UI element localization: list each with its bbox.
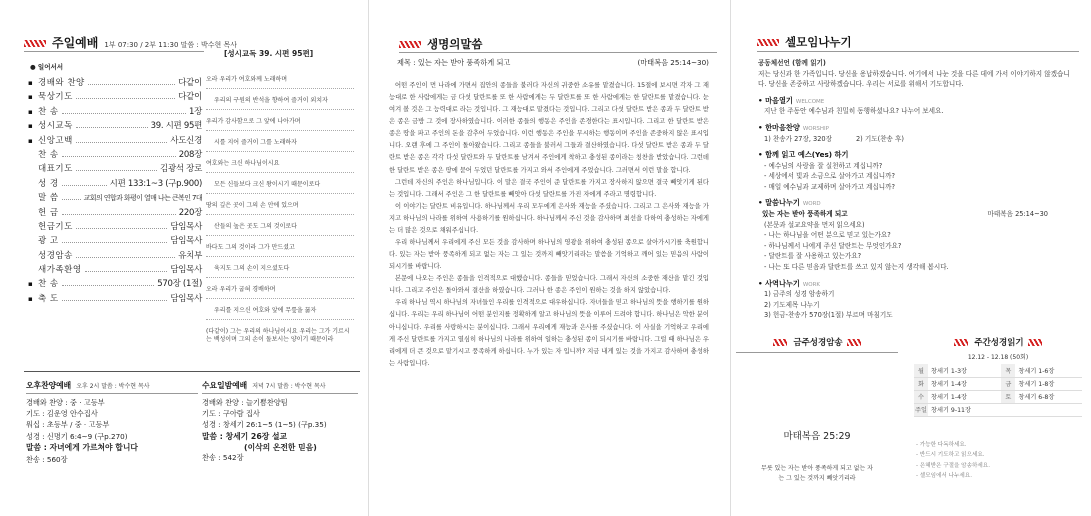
line-separator [206,88,354,89]
order-bullet: ▪ [28,136,33,145]
sermon-paragraph: 이 이야기는 달란트 비유입니다. 하나님께서 우리 모두에게 은사와 재능을 주셨습니다. 그리고 그 은사와 재능을 가지고 하나님의 나라를 위하여 사용하기를 원하십니다. 하나님께서 주신 것을 감사하며 최선을 다하여 충성하는 자에게는 더 많은 것으로 채워주십니다. [389,202,709,234]
responsive-line [206,223,354,231]
responsive-line [206,265,354,273]
order-value: 교회의 연합과 화평이 열매 나는 큰복인 7대 [83,194,202,203]
wednesday-line: 기도 : 구아람 집사 [202,409,260,419]
reading-day: 화 [914,377,928,390]
order-value: 220장 [178,207,202,218]
order-label: 말 씀 [38,193,59,204]
leader-dots [62,113,186,114]
responsive-line-text: 시를 지어 즐거이 그를 노래하자 [214,139,297,146]
leader-dots [76,257,175,258]
order-bullet: ▪ [28,79,33,87]
order-bullet: ▪ [28,294,33,303]
reading-row [914,377,1082,390]
reading-day: 금 [1001,377,1015,390]
wednesday-line: 경배와 찬양 : 늘기쁨찬양팀 [202,398,288,408]
responsive-line-text: 바다도 그의 것이라 그가 만드셨고 [206,244,295,251]
responsive-line-text: 우리가 감사함으로 그 앞에 나아가며 [206,118,301,125]
cell-header [757,34,852,50]
responsive-line [206,181,354,189]
order-row [28,206,202,220]
intro-text: 저는 당신과 한 가족입니다. 당신을 용납하겠습니다. 여기에서 나눈 것을 다른 데에 가서 이야기하지 않겠습니다. 당신을 존중하고 사랑하겠습니다. 우리는 서로를 위해서 기도합니다. [758,69,1070,89]
word-en: WORD [802,201,821,208]
stripe-decoration [847,339,861,346]
leader-dots [76,170,157,171]
sermon-title: 생명의말씀 [427,37,483,51]
worship-label: • 한마음찬양 [758,122,800,132]
reading-notes [916,440,990,481]
reading-title: 주간성경읽기 [974,338,1024,348]
reading-passage: 창세기 1-4장 [928,377,1001,390]
work-item: 2) 기도제목 나누기 [764,300,820,309]
line-separator [206,277,354,278]
order-row [28,263,202,277]
leader-dots [76,98,175,99]
wednesday-service [202,380,358,463]
afternoon-header [26,380,198,394]
sermon-paragraph: 우리 하나님께서 우리에게 주신 모든 것을 감사하며 하나님의 영광을 위하여 충성된 종으로 살아가시기를 축원합니다. 있는 자는 받아 풍족하게 되고 없는 자는 그 있는 것까지 빼앗기리라는 말씀을 기억하고 깨어 있는 믿음의 사람이 되시기를 바랍니다. [389,239,709,271]
prayer-item: - 매일 예수님과 교제하며 살아가고 계십니까? [764,182,896,191]
line-separator [206,298,354,299]
memory-text: 무릇 있는 자는 받아 풍족하게 되고 없는 자는 그 있는 것까지 빼앗기리라 [761,465,873,483]
cell-content [758,58,1078,321]
responsive-line-text: (다같이) 그는 우리의 하나님이시요 우리는 그가 기르시는 백성이며 그의 손이 돌보시는 양이기 때문이라 [206,328,350,343]
sermon-paragraph: 그런데 자신의 주인은 하나님입니다. 이 말은 결국 주인이 준 달란트를 가지고 장사하지 않으면 결국 빼앗기게 된다는 것입니다. 그래서 주인은 그 한 달란트를 빼앗아 다섯 달란트를 가진 자에게 주라고 명령합니다. [389,178,709,198]
order-label: 헌금기도 [38,221,73,232]
welcome-text: 지난 한 주동안 예수님과 친밀히 동행하셨나요? 나누어 보세요. [764,107,944,116]
leader-dots [62,185,107,186]
afternoon-line: 성경 : 신명기 6:4~9 (구p.270) [26,431,128,441]
order-value: 사도신경 [170,135,202,146]
header-rule [24,51,204,52]
stripe-decoration [24,40,46,47]
reading-passage: 창세기 6-8장 [1015,390,1082,403]
line-separator [206,214,354,215]
order-value: 다같이 [178,92,202,103]
order-row [28,90,202,104]
bible-reading-box [912,336,1084,496]
wednesday-line: (이삭의 온전한 믿음) [244,442,317,452]
work-label: • 사역나누기 [758,278,800,288]
worship-heading [758,122,1078,134]
work-item: 3) 헌금-찬송가 570장(1절) 부르며 마침기도 [764,311,893,320]
afternoon-title: 오후찬양예배 [26,381,72,390]
worship-song: 2) 기도(찬송 후) [855,134,904,143]
sermon-paragraph: 본문에 나오는 주인은 종들을 인격적으로 대했습니다. 종들을 믿었습니다. 그래서 자신의 소중한 재산을 맡긴 것입니다. 그리고 주인은 돌아와서 결산을 하였습니다. 그러나 한 종은 주인이 원하는 것을 하지 않았습니다. [389,275,709,295]
line-separator [206,172,354,173]
reading-passage: 창세기 1-4장 [928,390,1001,403]
order-label: 찬 송 [38,106,59,117]
sermon-paragraph: 우리 하나님 역시 하나님의 자녀들인 우리를 인격적으로 대우하십니다. 자녀들을 믿고 하나님의 뜻을 행하기를 원하십니다. 우리는 우리 하나님이 어떤 분인지를 정확하게 알고 하나님의 뜻을 이루어 드려야 합니다. 하나님은 악한 분이 아니십니다. 우리를 사랑하시는 분이십니다. 그래서 우리에게 재능과 은사를 주셨습니다. 이 사실을 기억하고 우리에게 주신 달란트를 가지고 열심히 하나님의 나라를 위하여 일하는 충성된 종이 되시기를 바랍니다. 그럴 때 하나님은 우리에게 더 큰 것으로 맡기시고 풍족하게 하십니다. 누가 있는 자 입니까? 지금 내게 있는 것을 가지고 감사하며 충성하는 사람입니다. [389,299,709,367]
header-rule [399,52,717,53]
reading-row [914,364,1082,377]
work-item: 1) 금주의 성경 암송하기 [764,290,835,299]
stripe-decoration [1028,339,1042,346]
reading-day: 목 [1001,364,1015,377]
order-value: 1장 [188,106,202,117]
order-value: 208장 [178,149,202,160]
reading-passage: 창세기 1-8장 [1015,377,1082,390]
leader-dots [76,228,167,229]
sermon-body [389,80,709,370]
memory-title-row [732,336,902,348]
sermon-header [399,36,483,52]
order-label: 찬 송 [38,279,59,290]
responsive-line [206,328,354,344]
order-row [28,292,202,306]
reading-note: - 반드시 기도하고 읽으세요. [916,452,985,459]
leader-dots [88,84,176,85]
header-rule [757,51,1079,52]
word-question: - 달란트를 잘 사용하고 있는가요? [764,252,862,261]
reading-note: - 셀모임에서 나누세요. [916,473,972,480]
order-value: 유치부 [178,250,202,261]
word-question: - 나는 또 다른 믿음과 달란트를 쓰고 있지 않는지 생각해 봅시다. [764,263,949,272]
order-label: 헌 금 [38,207,59,218]
line-separator [206,109,354,110]
order-row [28,148,202,162]
responsive-line [206,286,354,294]
word-label: • 말씀나누기 [758,198,800,208]
order-bullet: ▪ [28,122,33,131]
prayer-heading: • 함께 읽고 예스(Yes) 하기 [758,150,849,160]
word-question: - 하나님께서 나에게 주신 달란트는 무엇인가요? [764,241,902,250]
order-label: 묵상기도 [38,92,73,103]
order-value: 담임목사 [170,293,202,304]
reading-day: 수 [914,390,928,403]
sermon-panel [368,0,724,516]
stand-label: ● 일어서서 [30,63,64,71]
work-heading [758,278,1078,290]
leader-dots [62,285,155,286]
leader-dots [62,156,176,157]
sermon-reference: (마태복음 25:14~30) [637,58,709,67]
order-row [28,277,202,291]
wednesday-line: 찬송 : 542장 [202,452,244,462]
section-divider [24,371,360,372]
responsive-line [206,118,354,126]
line-separator [206,151,354,152]
order-row [28,177,202,191]
order-of-service [28,76,202,306]
order-value: 담임목사 [170,265,202,276]
afternoon-service [26,380,198,465]
reading-table [914,364,1082,417]
wednesday-line: 성경 : 창세기 26:1~5 (1~5) (구p.35) [202,420,327,430]
afternoon-sub: 오후 2시 말씀 : 박수현 목사 [76,383,150,390]
word-heading [758,197,1078,209]
reading-row [914,403,1082,416]
memory-title: 금주성경암송 [793,338,843,348]
reading-day: 월 [914,364,928,377]
wednesday-title: 수요일밤예배 [202,381,248,390]
responsive-line [206,307,354,315]
reading-title-row [912,336,1084,348]
responsive-line-text: 산들의 높은 곳도 그의 것이로다 [214,223,297,230]
work-en: WORK [802,281,821,288]
order-label: 경배와 찬양 [38,78,85,88]
responsive-line-text: 여호와는 크신 하나님이시요 [206,160,280,167]
line-separator [206,319,354,320]
order-label: 찬 송 [38,149,59,160]
responsive-line-text: 땅의 깊은 곳이 그의 손 안에 있으며 [206,202,299,209]
stripe-decoration [773,339,787,346]
sermon-subtitle: 제목 : 있는 자는 받아 풍족하게 되고 [397,58,511,67]
order-value: 다같이 [178,78,202,88]
order-row [28,76,202,90]
responsive-line-text: 오라 우리가 굽혀 경배하며 [206,286,276,293]
leader-dots [76,127,148,128]
welcome-label: • 마음열기 [758,95,793,105]
word-note: (본문과 설교요약을 먼저 읽으세요) [764,220,865,229]
order-value: 담임목사 [170,236,202,247]
prayer-item: - 예수님의 사랑을 잘 실천하고 계십니까? [764,161,883,170]
order-value: 39. 시편 95편 [150,121,202,132]
order-label: 광 고 [38,236,59,247]
worship-schedule: 1부 07:30 / 2부 11:30 말씀 : 박수현 목사 [104,41,238,49]
responsive-line [206,244,354,252]
reading-note: - 은혜받은 구절을 암송하세요. [916,462,990,469]
order-row [28,234,202,248]
line-separator [206,256,354,257]
responsive-line [206,97,354,105]
afternoon-line: 찬송 : 560장 [26,454,68,464]
order-row [28,220,202,234]
leader-dots [62,199,81,200]
order-label: 축 도 [38,293,59,304]
afternoon-line: 경배와 찬양 : 중 · 고등부 [26,398,105,408]
responsive-line-text: 우리를 지으신 여호와 앞에 무릎을 꿇자 [214,307,317,314]
leader-dots [85,271,168,272]
stripe-decoration [399,41,421,48]
memory-verse-box [732,336,902,496]
order-row [28,162,202,176]
word-title-row [762,209,1078,220]
line-separator [206,193,354,194]
worship-song: 1) 찬송가 27장, 320장 [764,134,832,143]
responsive-line-text: 모든 신들보다 크신 왕이시기 때문이로다 [214,181,321,188]
order-label: 성시교독 [38,121,73,132]
responsive-line-text: 우리의 구원의 반석을 향하여 즐거이 외치자 [214,97,328,104]
worship-songs [764,134,1078,145]
reading-passage: 창세기 1-3장 [928,364,1001,377]
order-value: 시편 133:1~3 (구p.900) [109,178,202,189]
reading-day: 주일 [914,403,928,416]
afternoon-line: 기도 : 김운영 안수집사 [26,409,98,419]
sermon-paragraph: 어떤 주인이 먼 나라에 가면서 집안의 종들을 불러다 자신의 귀중한 소유를 맡겼습니다. 15절에 보시면 각자 그 재능대로 한 사람에게는 금 다섯 달란트를 또 한 사람에게는 두 달란트를 또 한 사람에게는 한 달란트를 맡겼습니다. 눈여겨 볼 것은 그 능력대로 라는 것입니다. 그 재능대로 맡겼다는 것입니다. 그리고 다섯 달란트 받은 종과 두 달란트 받은 종은 금방 그 것에 장사하였습니다. 이러한 종들의 행동은 주인을 존경한다는 표시입니다. 그리고 한 달란트 받은 종은 땅을 파고 주인의 돈을 감추어 두었습니다. 이런 행동은 주인을 무시하는 행동이며 주인을 존중하지 않은 표시입니다. 오랜 후에 그 주인이 돌아왔습니다. 그리고 종들을 불러서 그들과 결산하였습니다. 다섯 달란트 받은 종과 두 달란트 받은 종은 각각 다섯 달란트와 두 달란트를 남겨서 주인에게 착하고 충성된 종이라는 칭찬을 받았습니다. 그런데 한 달란트 받은 종은 땅에 묻어 두었던 달란트를 가지고 와서 주인에게 주었습니다. 그러면서 이런 말을 합니다. [389,82,709,174]
word-question: - 나는 하나님을 어떤 분으로 믿고 있는가요? [764,231,891,240]
leader-dots [62,242,168,243]
leader-dots [62,214,176,215]
wednesday-header [202,380,358,394]
worship-en: WORSHIP [802,125,829,132]
line-separator [206,130,354,131]
cell-title: 셀모임나누기 [785,35,852,49]
worship-header [24,34,237,51]
responsive-line [206,202,354,210]
sermon-meta [389,58,709,68]
reading-note: - 가능한 다독하세요. [916,442,967,448]
responsive-line [206,76,354,84]
afternoon-line: 말씀 : 자녀에게 가르쳐야 합니다 [26,442,138,452]
responsive-line [206,139,354,147]
responsive-line-text: 오라 우리가 여호와께 노래하며 [206,76,288,83]
stripe-decoration [954,339,968,346]
welcome-heading [758,95,1078,107]
intro-title: 공동체선언 (함께 읽기) [758,59,826,67]
order-bullet: ▪ [28,280,33,289]
responsive-line [206,160,354,168]
reading-passage: 창세기 1-6장 [1015,364,1082,377]
welcome-en: WELCOME [795,98,825,105]
line-separator [206,235,354,236]
order-value: 570장 (1절) [157,279,202,290]
prayer-item: - 세상에서 빛과 소금으로 살아가고 계십니까? [764,172,896,181]
leader-dots [76,142,167,143]
reading-row [914,390,1082,403]
order-value: 김광석 장로 [160,164,202,175]
order-row [28,134,202,148]
order-row [28,119,202,133]
stripe-decoration [757,39,779,46]
box-rule [736,352,898,353]
order-bullet: ▪ [28,107,33,116]
reading-range: 12.12 - 12.18 (50회) [967,354,1029,361]
responsive-line-text: 육지도 그의 손이 지으셨도다 [214,265,290,272]
order-label: 신앙고백 [38,135,73,146]
worship-title: 주일예배 [52,36,99,50]
afternoon-line: 워십 : 초등부 / 중 · 고등부 [26,420,110,430]
reading-day: 토 [1001,390,1015,403]
order-label: 성경암송 [38,250,73,261]
order-label: 새가족환영 [38,265,82,276]
responsive-reading-title: [성시교독 39. 시편 95편] [224,49,314,58]
leader-dots [62,300,168,301]
order-bullet: ▪ [28,93,33,102]
order-label: 성 경 [38,178,59,189]
word-title: 있는 자는 받아 풍족하게 되고 [762,210,848,219]
order-value: 담임목사 [170,221,202,232]
word-ref: 마태복음 25:14~30 [987,210,1048,219]
memory-reference: 마태복음 25:29 [783,431,851,442]
order-row [28,105,202,119]
wednesday-line: 말씀 : 창세기 26장 설교 [202,431,288,441]
wednesday-sub: 저녁 7시 말씀 : 박수현 목사 [252,383,326,390]
order-label: 대표기도 [38,164,73,175]
worship-panel [0,0,362,516]
order-row [28,249,202,263]
order-row [28,191,202,205]
reading-passage: 창세기 9-11장 [928,403,1001,416]
